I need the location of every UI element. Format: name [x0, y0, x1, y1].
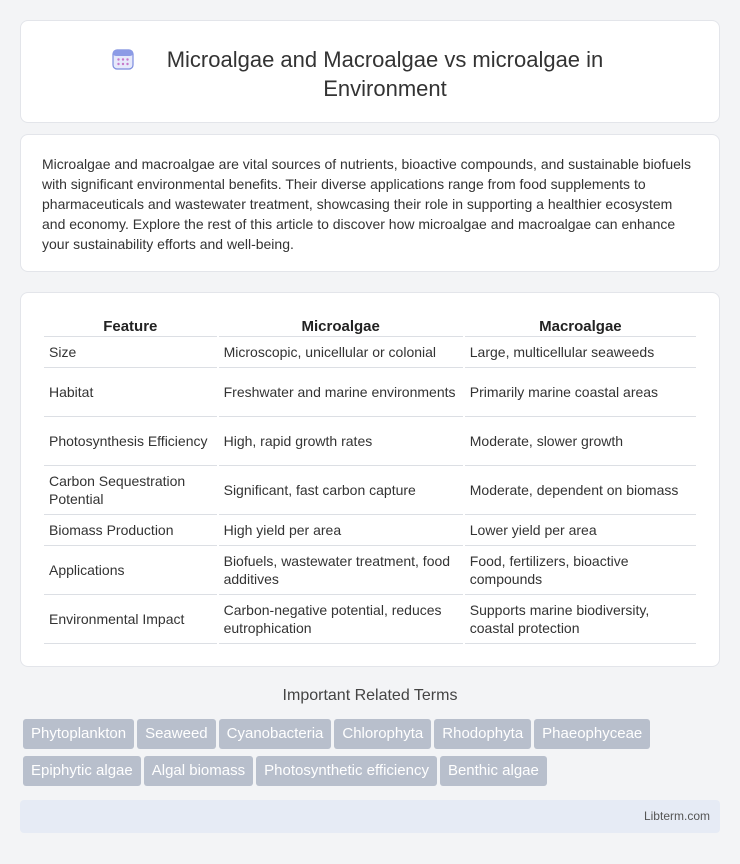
header-macroalgae: Macroalgae	[465, 316, 696, 337]
term-tag-algal-biomass[interactable]: Algal biomass	[144, 756, 253, 786]
page-title-text: Microalgae and Macroalgae vs microalgae in Environment	[166, 47, 604, 101]
term-tag-phaeophyceae[interactable]: Phaeophyceae	[534, 719, 650, 749]
table-cell: Applications	[44, 546, 217, 595]
table-cell: Moderate, dependent on biomass	[465, 466, 696, 515]
table-cell: Significant, fast carbon capture	[219, 466, 463, 515]
table-cell: Microscopic, unicellular or colonial	[219, 337, 463, 368]
title-card	[20, 20, 720, 123]
table-row	[44, 466, 696, 515]
table-row	[44, 417, 696, 466]
term-tag-seaweed[interactable]: Seaweed	[137, 719, 216, 749]
page-title	[21, 45, 719, 103]
table-cell: Supports marine biodiversity, coastal protection	[465, 595, 696, 644]
table-cell: High, rapid growth rates	[219, 417, 463, 466]
table-cell: Large, multicellular seaweeds	[465, 337, 696, 368]
table-row	[44, 546, 696, 595]
footer-bar	[20, 800, 720, 833]
table-row	[44, 515, 696, 546]
table-cell: Moderate, slower growth	[465, 417, 696, 466]
term-tag-cyanobacteria[interactable]: Cyanobacteria	[219, 719, 332, 749]
table-cell: Carbon Sequestration Potential	[44, 466, 217, 515]
table-cell: Biofuels, wastewater treatment, food additives	[219, 546, 463, 595]
table-row	[44, 595, 696, 644]
header-feature: Feature	[44, 316, 217, 337]
table-cell: Primarily marine coastal areas	[465, 368, 696, 417]
table-cell: Food, fertilizers, bioactive compounds	[465, 546, 696, 595]
table-row	[44, 337, 696, 368]
term-tag-benthic-algae[interactable]: Benthic algae	[440, 756, 547, 786]
term-tag-rhodophyta[interactable]: Rhodophyta	[434, 719, 531, 749]
table-cell: Environmental Impact	[44, 595, 217, 644]
term-tag-photosynthetic-efficiency[interactable]: Photosynthetic efficiency	[256, 756, 437, 786]
table-cell: Carbon-negative potential, reduces eutrophication	[219, 595, 463, 644]
header-microalgae: Microalgae	[219, 316, 463, 337]
table-cell: Size	[44, 337, 217, 368]
intro-paragraph: Microalgae and macroalgae are vital sources of nutrients, bioactive compounds, and sustainable biofuels with significant environmental benefits. Their diverse applications range from food supplements to pharmaceuticals and wastewater treatment, showcasing their role in supporting a healthier ecosystem and economy. Explore the rest of this article to discover how microalgae and macroalgae can enhance your sustainability efforts and well-being.	[42, 156, 692, 252]
table-row	[44, 368, 696, 417]
table-header-row	[44, 316, 696, 337]
table-cell: Habitat	[44, 368, 217, 417]
term-tag-epiphytic-algae[interactable]: Epiphytic algae	[23, 756, 141, 786]
table-cell: High yield per area	[219, 515, 463, 546]
comparison-card	[20, 292, 720, 667]
comparison-table	[42, 316, 698, 644]
table-cell: Biomass Production	[44, 515, 217, 546]
table-cell: Lower yield per area	[465, 515, 696, 546]
related-terms-title: Important Related Terms	[282, 687, 458, 704]
footer-site-link[interactable]: Libterm.com	[643, 809, 710, 823]
table-cell: Freshwater and marine environments	[219, 368, 463, 417]
related-terms-list	[23, 719, 713, 793]
term-tag-phytoplankton[interactable]: Phytoplankton	[23, 719, 134, 749]
table-cell: Photosynthesis Efficiency	[44, 417, 217, 466]
intro-card	[20, 134, 720, 272]
term-tag-chlorophyta[interactable]: Chlorophyta	[334, 719, 431, 749]
